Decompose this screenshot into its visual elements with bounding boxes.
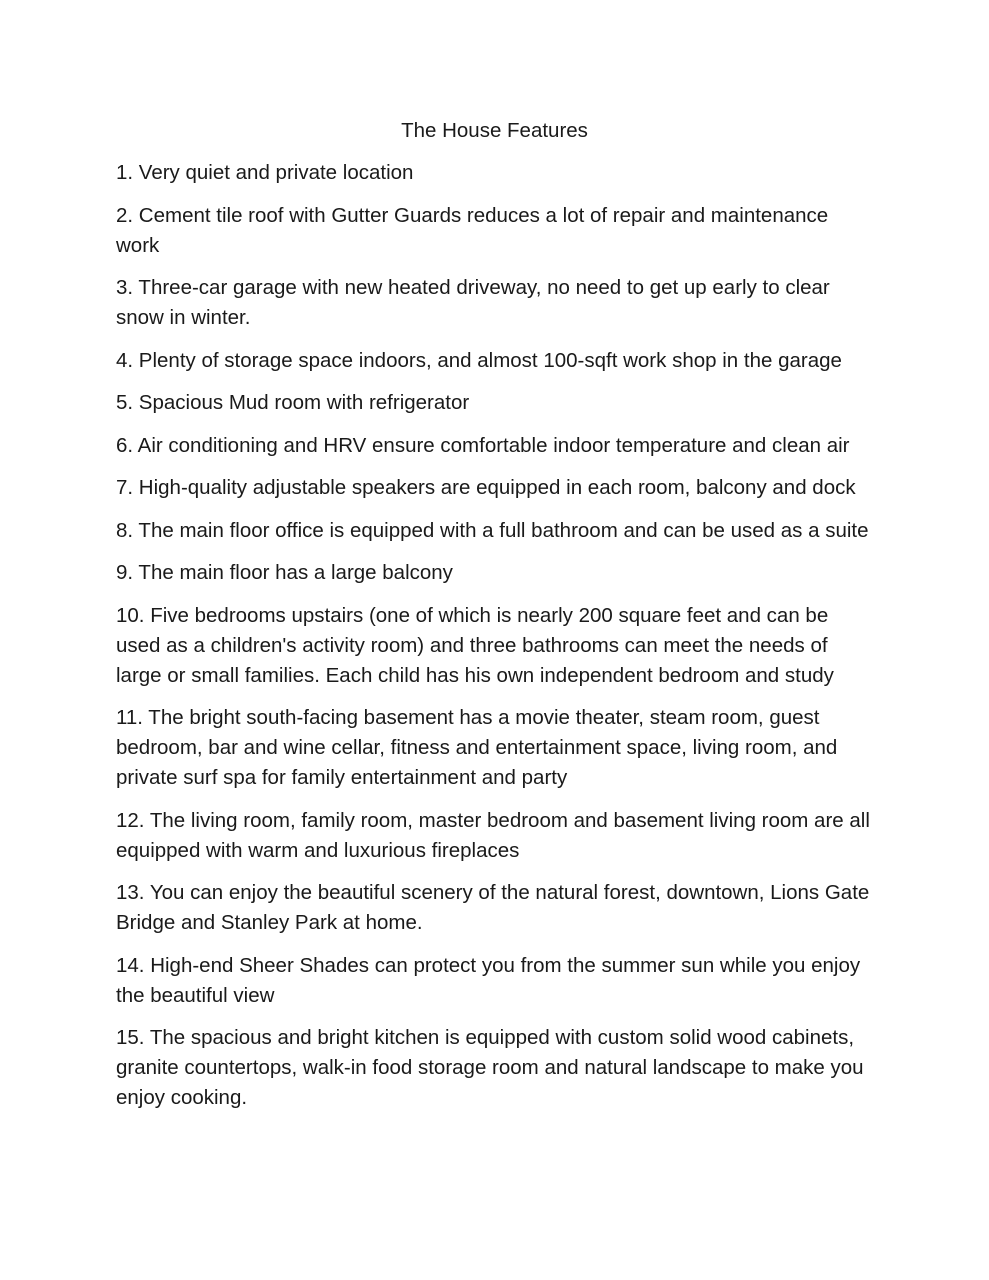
- feature-item-6: 6. Air conditioning and HRV ensure comfortable indoor temperature and clean air: [116, 433, 850, 457]
- feature-item-14: 14. High-end Sheer Shades can protect you from the summer sun while you enjoy the beautiful view: [116, 953, 861, 1007]
- feature-item-12: 12. The living room, family room, master bedroom and basement living room are all equipped with warm and luxurious fireplaces: [116, 808, 870, 862]
- feature-item-3: 3. Three-car garage with new heated driveway, no need to get up early to clear snow in winter.: [116, 276, 830, 329]
- feature-item-13: 13. You can enjoy the beautiful scenery of the natural forest, downtown, Lions Gate Bridge and Stanley Park at home.: [116, 881, 870, 934]
- page-title: The House Features: [401, 119, 588, 142]
- feature-item-5: 5. Spacious Mud room with refrigerator: [116, 391, 470, 414]
- feature-item-7: 7. High-quality adjustable speakers are equipped in each room, balcony and dock: [116, 476, 856, 499]
- feature-item-8: 8. The main floor office is equipped with a full bathroom and can be used as a suite: [116, 518, 869, 542]
- feature-item-15: 15. The spacious and bright kitchen is equipped with custom solid wood cabinets, granite countertops, walk-in food storage room and natural landscape to make you enjoy cooking.: [116, 1026, 864, 1109]
- feature-list: [116, 158, 876, 1126]
- feature-item-1: 1. Very quiet and private location: [116, 161, 414, 184]
- feature-item-11: 11. The bright south-facing basement has a movie theater, steam room, guest bedroom, bar and wine cellar, fitness and entertainment space, living room, and private surf spa for family entertainment and party: [116, 706, 838, 789]
- feature-item-10: 10. Five bedrooms upstairs (one of which is nearly 200 square feet and can be used as a children's activity room) and three bathrooms can meet the needs of large or small families. Each child has his own independent bedroom and study: [116, 603, 834, 687]
- feature-item-4: 4. Plenty of storage space indoors, and almost 100-sqft work shop in the garage: [116, 348, 842, 372]
- feature-item-9: 9. The main floor has a large balcony: [116, 561, 453, 584]
- feature-item-2: 2. Cement tile roof with Gutter Guards reduces a lot of repair and maintenance work: [116, 203, 829, 257]
